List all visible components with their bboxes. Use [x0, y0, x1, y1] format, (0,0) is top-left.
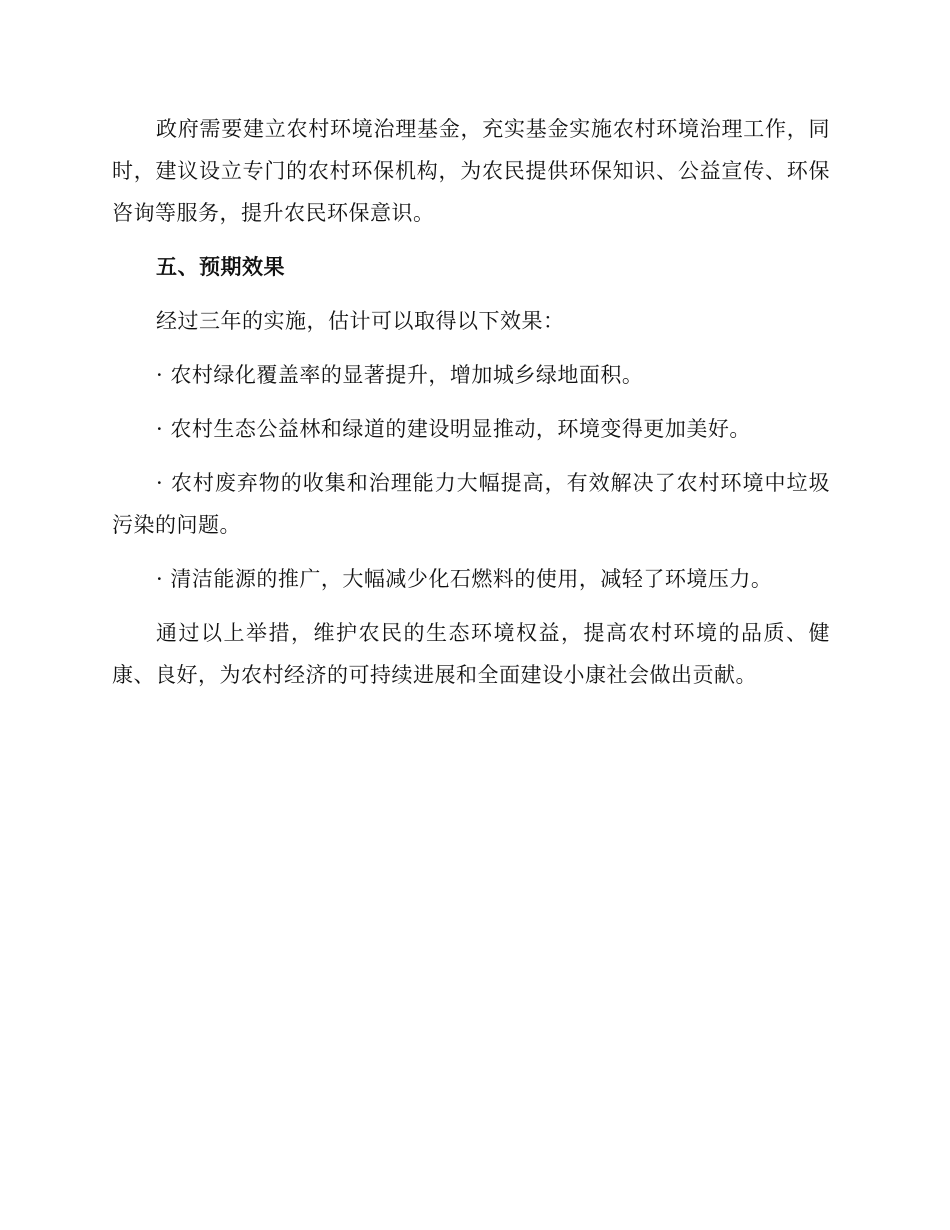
paragraph-fund: 政府需要建立农村环境治理基金，充实基金实施农村环境治理工作，同时，建议设立专门的农村环保机构，为农民提供环保知识、公益宣传、环保咨询等服务，提升农民环保意识。	[112, 117, 830, 225]
bullet-item: · 清洁能源的推广，大幅减少化石燃料的使用，减轻了环境压力。	[156, 567, 773, 591]
bullet-item: · 农村生态公益林和绿道的建设明显推动，环境变得更加美好。	[156, 417, 751, 441]
section-heading: 五、预期效果	[156, 254, 285, 279]
document-page	[112, 108, 830, 696]
bullet-item: · 农村绿化覆盖率的显著提升，增加城乡绿地面积。	[156, 363, 644, 387]
intro-paragraph: 经过三年的实施，估计可以取得以下效果：	[156, 309, 565, 333]
conclusion-paragraph: 通过以上举措，维护农民的生态环境权益，提高农村环境的品质、健康、良好，为农村经济的可持续进展和全面建设小康社会做出贡献。	[112, 621, 830, 687]
bullet-item: · 农村废弃物的收集和治理能力大幅提高，有效解决了农村环境中垃圾污染的问题。	[112, 471, 830, 537]
